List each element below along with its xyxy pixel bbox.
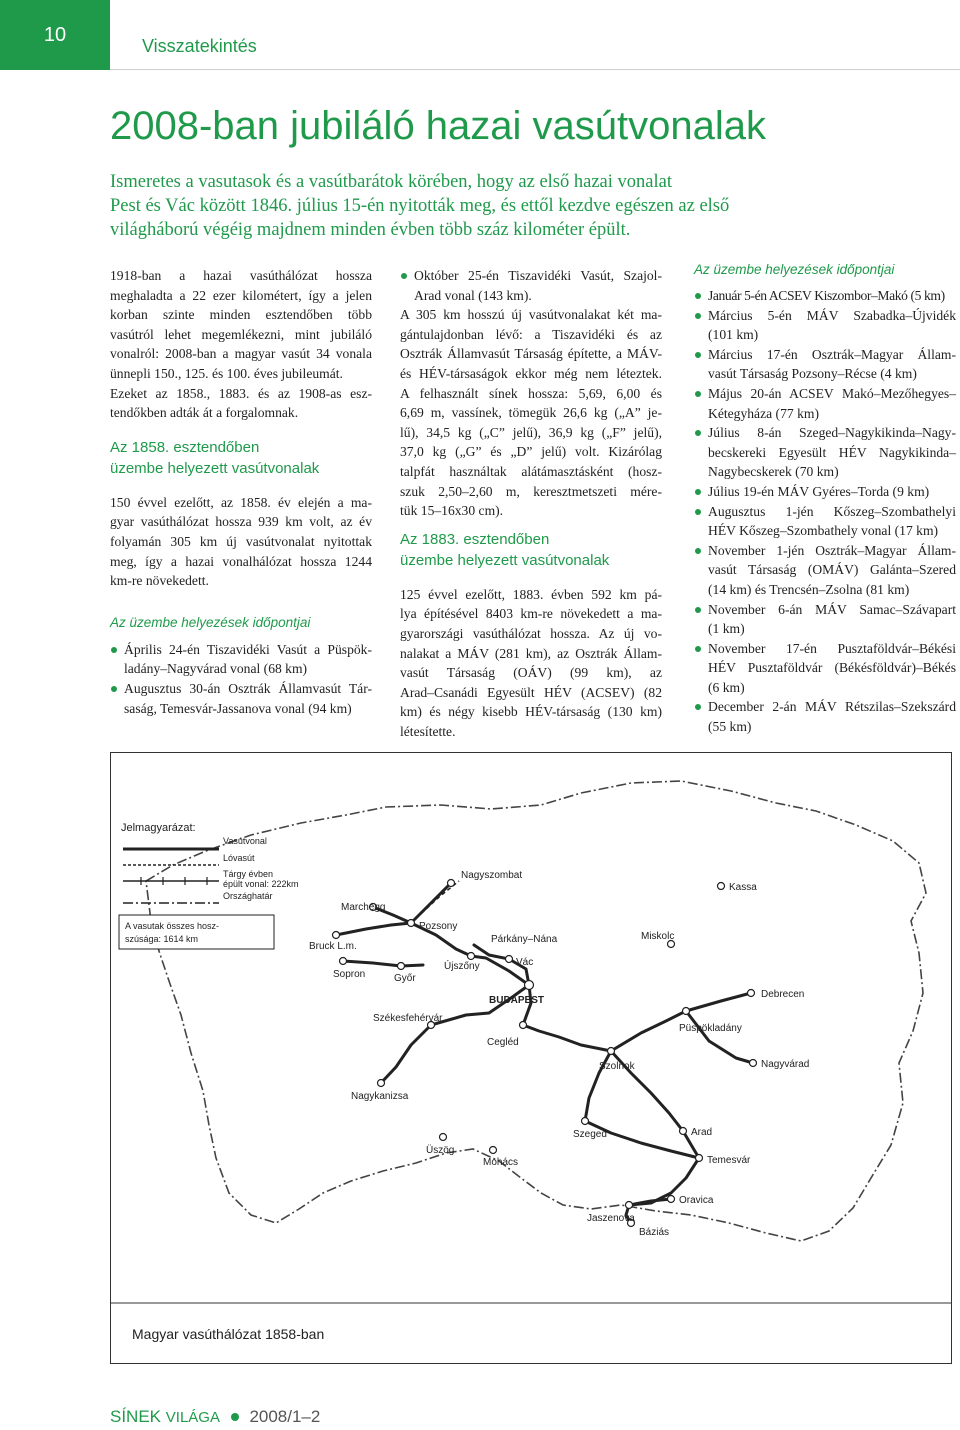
city-label: Szolnok — [599, 1061, 635, 1072]
article-title: 2008-ban jubiláló hazai vasútvonalak — [110, 104, 767, 148]
footer-brand: SÍNEK — [110, 1407, 162, 1426]
text-line: meg, így a hazai vonalhálózat hossza 1244 — [110, 553, 372, 569]
city-label: Vác — [516, 957, 534, 968]
legend-label: épült vonal: 222km — [223, 879, 299, 889]
legend-label: Tárgy évben — [223, 869, 274, 879]
section-title: Visszatekintés — [142, 36, 257, 56]
list-item — [694, 345, 956, 384]
city-dot — [608, 1048, 615, 1055]
text-line: 6,69 m, vassínek, tömegük 26,6 kg („A” je- — [400, 405, 662, 421]
text-line: Október 25-én Tiszavidéki Vasút, Szajol- — [414, 268, 662, 283]
city-label: Újszőny — [444, 961, 480, 972]
city-dot — [408, 920, 415, 927]
text-line: gántulajdonban lévő: a Tiszavidéki és az — [400, 326, 662, 342]
text-line: Ezeket az 1858., 1883. és az 1908-as esz- — [110, 385, 372, 401]
legend-note: A vasutak összes hosz- — [125, 921, 220, 931]
city-dot — [696, 1155, 703, 1162]
horsecar-line-pozsony-nagyszombat — [411, 881, 459, 923]
city-dot — [378, 1080, 385, 1087]
footer-brand-2: VILÁGA — [165, 1409, 220, 1426]
city-label: Nagyvárad — [761, 1059, 810, 1070]
rail-line-szekesfehervar-nagykanizsa — [381, 1025, 431, 1083]
article-lead — [110, 170, 910, 242]
text-line: létesítette. — [400, 723, 456, 739]
lead-line: Pest és Vác között 1846. július 15-én nyitották meg, és ettől kezdve egészen az első — [110, 196, 730, 216]
city-label: Báziás — [639, 1227, 670, 1238]
dates-list-1883 — [694, 286, 956, 737]
horse-railways — [411, 881, 459, 923]
text-line: nalakat a MÁV (281 km), az Osztrák Állam- — [400, 645, 662, 661]
column-3 — [694, 260, 956, 737]
text-line: Július 19-én MÁV Gyéres–Torda (9 km) — [708, 483, 930, 499]
text-line: December 2-án MÁV Rétszilas–Szekszárd — [708, 699, 956, 715]
city-label: Marchegg — [341, 902, 386, 913]
paragraph-1883 — [400, 585, 662, 742]
city-label: Jaszenova — [587, 1213, 635, 1224]
list-item — [694, 306, 956, 345]
rail-line-bruck-pozsony — [336, 923, 411, 935]
text-line: gyar vasúthálózat hossza 939 km volt, az év — [110, 514, 372, 530]
text-line: (101 km) — [708, 327, 759, 343]
rail-line-puspokladany-nagyvarad — [686, 1011, 753, 1063]
text-line: korban szinte minden esztendőben több — [110, 307, 372, 323]
text-line: 125 évvel ezelőtt, 1883. évben 592 km pá- — [400, 586, 662, 602]
dates-list — [110, 640, 372, 718]
footer-bullet — [231, 1413, 239, 1421]
text-line: Július 8-án Szeged–Nagykikinda–Nagy- — [708, 425, 956, 441]
city-dot — [490, 1147, 497, 1154]
list-item — [694, 639, 956, 698]
legend-note: szúsága: 1614 km — [125, 934, 199, 944]
text-line: becskereki Egyesült HÉV Nagykikinda– — [708, 444, 956, 460]
subheading-1858 — [110, 437, 372, 479]
list-item — [694, 384, 956, 423]
intro-paragraph — [110, 266, 372, 423]
text-line: A felhasznált sínek hossza: 5,69, 6,00 és — [400, 385, 662, 401]
text-line: folyamán 305 km új vasútvonalat nyitottak — [110, 533, 372, 549]
text-line: szuk 2,50–2,60 m, keresztmetszeti mére- — [400, 483, 662, 499]
city-label: Kassa — [729, 882, 757, 893]
city-label: Miskolc — [641, 931, 675, 942]
city-dot — [683, 1008, 690, 1015]
text-line: Augusztus 30-án Osztrák Államvasút Tár- — [124, 680, 372, 696]
city-label: Győr — [394, 973, 416, 984]
text-line: vasút Társaság (OMÁV) Galánta–Szered — [708, 562, 956, 578]
text-line: vasút Társaság Pozsony–Récse (4 km) — [708, 366, 917, 382]
city-label: Debrecen — [761, 989, 805, 1000]
list-item — [694, 286, 956, 306]
footer-issue: 2008/1–2 — [249, 1407, 321, 1426]
text-line: 150 évvel ezelőtt, az 1858. év elején a ma- — [110, 494, 372, 510]
text-line: vasút Társaság (OÁV) (99 km), az — [400, 665, 662, 681]
text-line: km) és négy kisebb HÉV-társaság (130 km) — [400, 704, 662, 720]
rail-line-sopron-gyor — [343, 961, 423, 966]
text-line: lya építésével 8403 km-re növekedett a ma- — [400, 606, 662, 622]
text-line: Május 20-án ACSEV Makó–Mezőhegyes– — [708, 385, 956, 401]
city-label: Szeged — [573, 1129, 607, 1140]
footer — [110, 1407, 320, 1427]
city-dot — [750, 1060, 757, 1067]
city-dot — [525, 981, 534, 990]
header-rule — [110, 69, 960, 70]
text-line: Nagybecskerek (70 km) — [708, 464, 839, 480]
city-dot — [748, 990, 755, 997]
text-line: és HÉV-társaságok ekkor még nem léteztek. — [400, 365, 662, 381]
city-dot — [520, 1022, 527, 1029]
paragraph-rails — [400, 305, 662, 521]
text-line: talpfát használtak alátámasztásként (hosz- — [400, 463, 662, 479]
paragraph-1858 — [110, 493, 372, 591]
city-label: BUDAPEST — [489, 995, 545, 1006]
text-line: November 1-jén Osztrák–Magyar Állam- — [708, 542, 956, 558]
city-label: Pozsony — [419, 921, 458, 932]
text-line: km-re növekedett. — [110, 573, 209, 589]
list-item — [694, 423, 956, 482]
text-line: (55 km) — [708, 719, 752, 735]
text-line: A 305 km hosszú új vasútvonalakat két ma- — [400, 307, 662, 323]
city-label: Mohács — [483, 1157, 519, 1168]
city-dot — [448, 880, 455, 887]
city-label: Sopron — [333, 969, 366, 980]
text-line: Március 5-én MÁV Szabadka–Újvidék — [708, 307, 956, 323]
page-number: 10 — [0, 0, 110, 70]
subheading-line: üzembe helyezett vasútvonalak — [400, 551, 610, 569]
list-item — [110, 679, 372, 718]
legend-label: Országhatár — [223, 891, 273, 901]
city-label: Püspökladány — [679, 1023, 742, 1034]
city-dot — [398, 963, 405, 970]
railway-map — [111, 753, 951, 1363]
city-label: Arad — [691, 1127, 713, 1138]
lead-line: Ismeretes a vasutasok és a vasútbarátok körében, hogy az első hazai vonalat — [110, 172, 672, 192]
city-label: Nagyszombat — [461, 870, 523, 881]
rail-line-puspokladany-debrecen — [686, 993, 751, 1011]
city-label: Üszög — [426, 1145, 455, 1156]
list-item — [110, 640, 372, 679]
text-line: HÉV Pusztaföldvár (Békésföldvár)–Békés — [708, 660, 956, 676]
lead-line: világháború végéig majdnem minden évben több száz kilométer épült. — [110, 220, 631, 240]
list-item — [694, 600, 956, 639]
legend-label: Vasútvonal — [223, 836, 267, 846]
text-line: lű), 34,5 kg („C” jelű), 36,9 kg („F” jelű), — [400, 424, 662, 440]
city-label: Oravica — [679, 1195, 714, 1206]
text-line: tük 15–16x30 cm). — [400, 503, 504, 519]
city-dot — [680, 1128, 687, 1135]
railway-map-figure — [110, 752, 952, 1364]
text-line: Kétegyháza (77 km) — [708, 405, 819, 421]
city-dot — [440, 1134, 447, 1141]
text-line: ünnepli 150., 125. és 100. éves jubileumát. — [110, 365, 343, 381]
rail-line-szolnok-puspokladany — [611, 1011, 686, 1051]
city-label: Bruck L.m. — [309, 941, 357, 952]
list-item — [694, 502, 956, 541]
text-line: Arad vonal (143 km). — [414, 287, 532, 303]
subheading-1883 — [400, 529, 662, 571]
subheading-line: Az 1858. esztendőben — [110, 438, 260, 456]
dates-heading: Az üzembe helyezések időpontjai — [110, 614, 311, 630]
city-dots — [333, 880, 757, 1227]
city-dot — [582, 1118, 589, 1125]
dates-list-cont — [400, 266, 662, 305]
text-line: 1918-ban a hazai vasúthálózat hossza — [110, 268, 372, 283]
city-dot — [626, 1202, 633, 1209]
text-line: Augusztus 1-jén Kőszeg–Szombathelyi — [708, 503, 956, 519]
city-label: Székesfehérvár — [373, 1013, 443, 1024]
text-line: tendőkben adták át a forgalomnak. — [110, 405, 299, 421]
text-line: Április 24-én Tiszavidéki Vasút a Püspök- — [124, 641, 372, 657]
figure-caption: Magyar vasúthálózat 1858-ban — [132, 1326, 325, 1342]
text-line: Arad–Csanádi Egyesült HÉV (ACSEV) (82 — [400, 684, 662, 700]
text-line: Január 5-én ACSEV Kiszombor–Makó (5 km) — [708, 288, 945, 303]
column-1 — [110, 266, 372, 718]
text-line: ladány–Nagyvárad vonal (68 km) — [124, 661, 308, 677]
city-label: Cegléd — [487, 1037, 519, 1048]
city-label: Párkány–Nána — [491, 934, 558, 945]
text-line: (14 km) és Trencsén–Zsolna (81 km) — [708, 581, 910, 597]
list-item — [694, 541, 956, 600]
text-line: HÉV Kőszeg–Szombathely vonal (17 km) — [708, 523, 939, 539]
text-line: November 17-én Pusztaföldvár–Békési — [708, 640, 956, 656]
list-item — [694, 482, 956, 502]
text-line: meghaladta a 22 ezer kilométert, így a jelen — [110, 287, 372, 303]
legend-label: Lóvasút — [223, 853, 255, 863]
city-dot — [333, 932, 340, 939]
city-dot — [718, 883, 725, 890]
text-line: Március 17-én Osztrák–Magyar Állam- — [708, 346, 956, 362]
text-line: vonalról: 2008-ban a magyar vasút 34 vonala — [110, 346, 372, 362]
text-line: vasútról lehet megemlékezni, mint jubiláló — [110, 326, 372, 342]
column-2 — [400, 266, 662, 741]
city-label: Nagykanizsa — [351, 1091, 409, 1102]
subheading-line: üzembe helyezett vasútvonalak — [110, 459, 320, 477]
legend-title: Jelmagyarázat: — [121, 822, 196, 834]
dates-heading: Az üzembe helyezések időpontjai — [694, 262, 895, 277]
text-line: saság, Temesvár-Jassanova vonal (94 km) — [124, 700, 352, 716]
city-dot — [340, 958, 347, 965]
subheading-line: Az 1883. esztendőben — [400, 530, 550, 548]
list-item — [694, 697, 956, 736]
text-line: November 6-án MÁV Samac–Szávapart — [708, 601, 956, 617]
city-dot — [506, 956, 513, 963]
city-dot — [468, 953, 475, 960]
city-dot — [668, 1196, 675, 1203]
text-line: (6 km) — [708, 679, 745, 695]
list-item — [400, 266, 662, 305]
city-label: Temesvár — [707, 1155, 751, 1166]
text-line: Osztrák Államvasút Társaság építette, a MÁV- — [400, 346, 662, 362]
text-line: gyarországi vasúthálózat hossza. Az új vo- — [400, 625, 662, 641]
text-line: 37,0 kg („G” és „D” jelű) volt. Kizárólag — [400, 444, 662, 460]
country-border — [146, 781, 926, 1241]
text-line: (1 km) — [708, 621, 745, 637]
